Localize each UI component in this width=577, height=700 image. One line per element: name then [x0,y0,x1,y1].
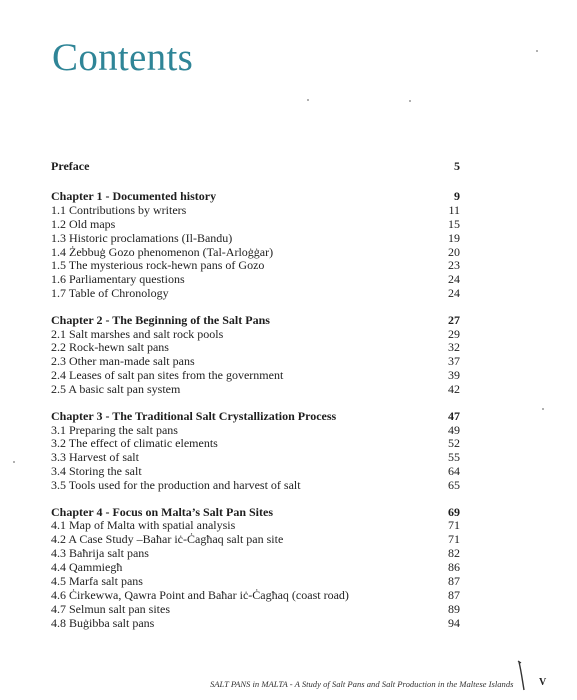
toc-entry[interactable] [51,204,460,218]
chapter-section [51,314,460,397]
toc-entry-label: 4.7 Selmun salt pan sites [51,601,170,616]
toc-entry[interactable] [51,561,460,575]
toc-entry[interactable] [51,547,460,561]
toc-entry-page: 15 [448,216,460,231]
toc-entry-page: 20 [448,244,460,259]
toc-entry-label: Preface [51,159,90,173]
scan-speck [13,461,15,463]
toc-chapter-heading[interactable] [51,506,460,520]
chapter-list [51,190,460,631]
toc-entry-label: 4.6 Ċirkewwa, Qawra Point and Baħar iċ-Ċagħaq (coast road) [51,587,349,602]
toc-entry[interactable] [51,328,460,342]
toc-entry-label: 1.3 Historic proclamations (Il-Bandu) [51,230,233,245]
toc-entry-page: 37 [448,354,460,369]
toc-entry-label: Chapter 3 - The Traditional Salt Crystallization Process [51,408,337,423]
scan-speck [307,99,309,101]
page-number: V [539,677,547,688]
toc-entry-label: 4.2 A Case Study –Baħar iċ-Ċagħaq salt pan site [51,532,284,547]
toc-entry[interactable] [51,533,460,547]
toc-entry[interactable] [51,617,460,631]
toc-entry[interactable] [51,341,460,355]
toc-entry-page: 24 [448,272,460,287]
toc-entry-label: 1.2 Old maps [51,216,116,231]
toc-entry-label: 2.1 Salt marshes and salt rock pools [51,326,224,341]
toc-entry[interactable] [51,232,460,246]
toc-entry-page: 64 [448,464,460,479]
toc-entry[interactable] [51,465,460,479]
toc-entry[interactable] [51,218,460,232]
toc-entry[interactable] [51,273,460,287]
toc-entry-label: 3.5 Tools used for the production and harvest of salt [51,478,301,493]
toc-entry-label: 4.4 Qammiegħ [51,560,123,575]
toc-entry-page: 94 [448,615,460,630]
toc-entry[interactable] [51,424,460,438]
toc-entry-label: Chapter 1 - Documented history [51,188,217,203]
toc-entry-label: 3.1 Preparing the salt pans [51,422,178,437]
toc-entry-label: Chapter 2 - The Beginning of the Salt Pans [51,312,270,327]
toc-entry[interactable] [51,575,460,589]
toc-chapter-heading[interactable] [51,314,460,328]
toc-entry-label: 2.2 Rock-hewn salt pans [51,340,169,355]
toc-entry[interactable] [51,355,460,369]
toc-entry-page: 29 [448,326,460,341]
toc-entry-label: 4.1 Map of Malta with spatial analysis [51,518,236,533]
toc-entry-page: 71 [448,518,460,533]
toc-entry-page: 55 [448,450,460,465]
toc-entry[interactable] [51,246,460,260]
toc-entry-page: 23 [448,258,460,273]
toc-entry-label: 2.4 Leases of salt pan sites from the government [51,368,284,383]
toc-entry-label: 1.7 Table of Chronology [51,286,169,301]
toc-entry-page: 82 [448,546,460,561]
toc-entry-page: 87 [448,574,460,589]
toc-entry[interactable] [51,603,460,617]
running-footer: SALT PANS in MALTA - A Study of Salt Pans and Salt Production in the Maltese Islands [210,679,514,689]
scan-speck [409,100,411,102]
toc-entry-page: 49 [448,422,460,437]
toc-entry-label: Chapter 4 - Focus on Malta’s Salt Pan Sites [51,504,273,519]
toc-chapter-heading[interactable] [51,190,460,204]
toc-entry-page: 39 [448,368,460,383]
toc-chapter-heading[interactable] [51,410,460,424]
toc-entry-label: 1.1 Contributions by writers [51,202,187,217]
toc-entry-page: 71 [448,532,460,547]
toc-entry[interactable] [51,589,460,603]
toc-entry-page: 32 [448,340,460,355]
toc-entry-page: 52 [448,436,460,451]
toc-entry-page: 24 [448,286,460,301]
toc-entry[interactable] [51,451,460,465]
toc-entry-page: 89 [448,601,460,616]
toc-entry-page: 5 [454,159,460,173]
chapter-section [51,190,460,301]
chapter-section [51,506,460,631]
toc-entry-label: 2.3 Other man-made salt pans [51,354,195,369]
toc-entry-page: 19 [448,230,460,245]
toc-entry-label: 3.3 Harvest of salt [51,450,139,465]
toc-entry-label: 4.5 Marfa salt pans [51,574,143,589]
pen-mark-icon [516,660,530,694]
toc-entry[interactable] [51,437,460,451]
chapter-section [51,410,460,493]
toc-entry[interactable] [51,369,460,383]
toc-entry-page: 86 [448,560,460,575]
toc-entry-page: 69 [448,504,460,519]
scan-speck [542,408,544,410]
page-title: Contents [52,36,194,79]
toc-entry-label: 4.3 Baħrija salt pans [51,546,149,561]
toc-entry-page: 11 [448,202,460,217]
toc-entry-page: 47 [448,408,460,423]
toc-entry-page: 65 [448,478,460,493]
toc-entry-page: 87 [448,587,460,602]
toc-entry-label: 1.5 The mysterious rock-hewn pans of Gozo [51,258,265,273]
toc-preface-row[interactable] [51,160,460,174]
table-of-contents [51,160,460,643]
toc-entry[interactable] [51,287,460,301]
toc-entry[interactable] [51,479,460,493]
toc-entry-page: 27 [448,312,460,327]
toc-entry[interactable] [51,259,460,273]
toc-entry-label: 4.8 Buġibba salt pans [51,615,155,630]
scan-speck [536,50,538,52]
toc-entry-label: 1.4 Żebbuġ Gozo phenomenon (Tal-Arloġġar) [51,244,274,259]
toc-entry-label: 1.6 Parliamentary questions [51,272,185,287]
toc-entry-page: 42 [448,382,460,397]
toc-entry-label: 3.2 The effect of climatic elements [51,436,218,451]
toc-entry[interactable] [51,383,460,397]
toc-entry-label: 2.5 A basic salt pan system [51,382,181,397]
toc-entry-page: 9 [454,188,460,203]
toc-entry-label: 3.4 Storing the salt [51,464,142,479]
